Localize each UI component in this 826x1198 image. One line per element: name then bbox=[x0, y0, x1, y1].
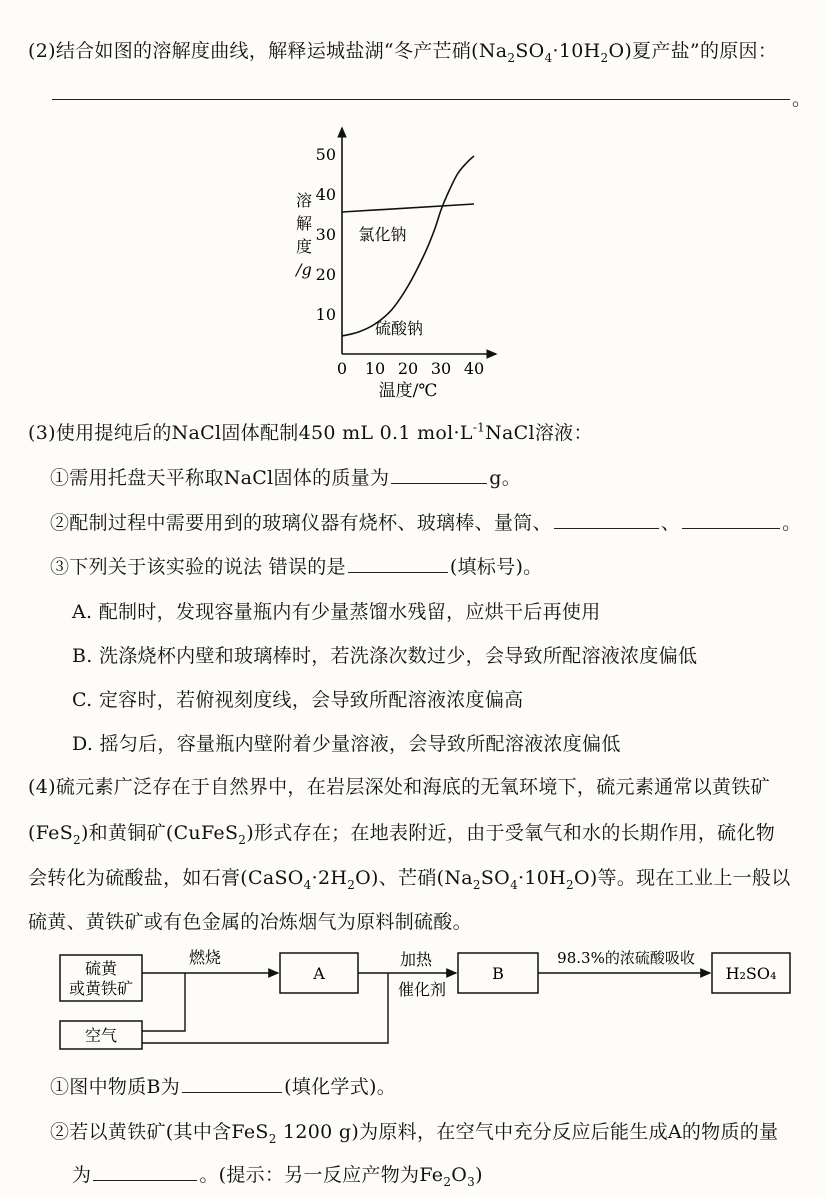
nacl-series-label: 氯化钠 bbox=[358, 225, 407, 244]
q4-para-line-3: 会转化为硫酸盐，如石膏$(CaSO_4\cdot 2H_2O)$、芒硝$(Na_2SO_4\cdot 10H_2O)$等。现在工业上一般以 bbox=[28, 867, 791, 892]
product-label: H₂SO₄ bbox=[725, 964, 777, 983]
na2so4-series-label: 硫酸钠 bbox=[375, 319, 424, 338]
air-line-2 bbox=[142, 973, 388, 1043]
box-a-label: A bbox=[313, 964, 325, 983]
x-tick-label: 20 bbox=[397, 359, 419, 378]
burn-label: 燃烧 bbox=[188, 948, 222, 967]
q4-para-line-4: 硫黄、黄铁矿或有色金属的冶炼烟气为原料制硫酸。 bbox=[28, 911, 472, 933]
q4-para-line-2: (FeS$_2$)和黄铜矿(CuFeS$_2$)形式存在；在地表附近，由于受氧气和水的长期作用，硫化物 bbox=[28, 822, 776, 847]
option-a: A. 配制时，发现容量瓶内有少量蒸馏水残留，应烘干后再使用 bbox=[72, 601, 601, 623]
q2-line: (2)结合如图的溶解度曲线，解释运城盐湖“冬产芒硝$(Na_2SO_4\cdot 10H_2O)$夏产盐”的原因： bbox=[28, 40, 778, 65]
q2-end-mark: 。 bbox=[792, 88, 812, 110]
y-tick-label: 40 bbox=[315, 185, 336, 204]
q2-answer-blank[interactable] bbox=[52, 99, 790, 100]
y-tick-label: 30 bbox=[315, 225, 336, 244]
y-axis-label: 解 bbox=[295, 214, 313, 233]
q3-item-3: ③下列关于该实验的说法 错误的是 (填标号)。 bbox=[50, 556, 543, 578]
option-b: B. 洗涤烧杯内壁和玻璃棒时，若洗涤次数过少，会导致所配溶液浓度偏低 bbox=[72, 645, 698, 667]
box-b-label: B bbox=[492, 964, 504, 983]
option-d: D. 摇匀后，容量瓶内壁附着少量溶液，会导致所配溶液浓度偏低 bbox=[72, 733, 621, 755]
y-tick-label: 20 bbox=[315, 265, 336, 284]
x-tick-label: 40 bbox=[463, 359, 485, 378]
heat-label: 加热 bbox=[399, 950, 433, 969]
raw-material-label-2: 或黄铁矿 bbox=[68, 979, 134, 998]
q2-label: (2) bbox=[28, 40, 56, 62]
substance-b-blank[interactable] bbox=[182, 1074, 282, 1093]
q3-item-1: ①需用托盘天平称取NaCl固体的质量为 g。 bbox=[50, 467, 522, 489]
q4-para-line-1: (4)硫元素广泛存在于自然界中，在岩层深处和海底的无氧环境下，硫元素通常以黄铁矿 bbox=[28, 776, 770, 798]
q4-item-2-cont: 为 。(提示：另一反应产物为$Fe_2O_3$) bbox=[72, 1164, 483, 1189]
instrument-blank-2[interactable] bbox=[682, 510, 780, 529]
x-tick-label: 10 bbox=[364, 359, 386, 378]
option-c: C. 定容时，若俯视刻度线，会导致所配溶液浓度偏高 bbox=[72, 689, 524, 711]
y-axis-label: 溶 bbox=[295, 191, 313, 210]
y-tick-label: 10 bbox=[315, 305, 336, 324]
instrument-blank-1[interactable] bbox=[554, 510, 659, 529]
nacl-solubility-line bbox=[342, 204, 474, 212]
na2so4-solubility-curve bbox=[342, 156, 474, 336]
catalyst-label: 催化剂 bbox=[397, 980, 447, 999]
air-label: 空气 bbox=[84, 1026, 118, 1045]
q3-intro: (3)使用提纯后的NaCl固体配制450 mL 0.1 $mol\cdot L^{-1}NaCl$溶液： bbox=[28, 420, 593, 444]
raw-material-label-1: 硫黄 bbox=[84, 959, 118, 978]
x-tick-label: 30 bbox=[430, 359, 452, 378]
q3-item-2: ②配制过程中需要用到的玻璃仪器有烧杯、玻璃棒、量筒、 、 。 bbox=[50, 512, 802, 534]
x-tick-label: 0 bbox=[336, 359, 348, 378]
x-axis-label: 温度/℃ bbox=[378, 381, 438, 401]
amount-a-blank[interactable] bbox=[93, 1162, 197, 1181]
absorb-label: 98.3%的浓硫酸吸收 bbox=[557, 949, 695, 967]
q4-item-2: ②若以黄铁矿(其中含FeS$_2$ 1200 g)为原料，在空气中充分反应后能生成A的物质的量 bbox=[50, 1121, 779, 1146]
y-tick-label: 50 bbox=[315, 145, 336, 164]
mass-answer-blank[interactable] bbox=[391, 465, 487, 484]
y-axis-label: /g bbox=[296, 260, 312, 279]
q4-item-1: ①图中物质B为 (填化学式)。 bbox=[50, 1076, 397, 1098]
solubility-chart bbox=[290, 120, 520, 410]
air-line-1 bbox=[142, 973, 185, 1031]
process-flow-diagram bbox=[50, 945, 810, 1057]
wrong-option-blank[interactable] bbox=[348, 554, 448, 573]
y-axis-label: 度 bbox=[295, 237, 313, 256]
